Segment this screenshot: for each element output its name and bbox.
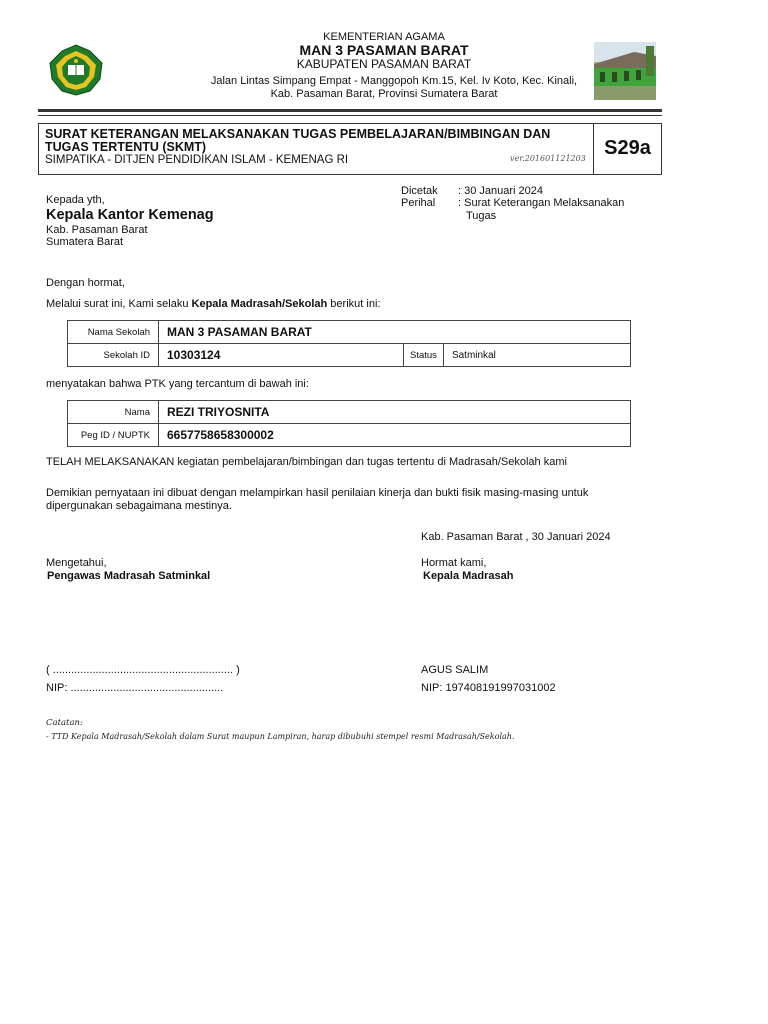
table-row <box>68 401 631 424</box>
document-title-line-1: SURAT KETERANGAN MELAKSANAKAN TUGAS PEMBELAJARAN/BIMBINGAN DAN <box>45 127 551 141</box>
intro-pre: Melalui surat ini, Kami selaku <box>46 298 192 310</box>
intro-text <box>46 298 380 310</box>
place-date: Kab. Pasaman Barat , 30 Januari 2024 <box>421 531 611 543</box>
telah-melaksanakan-text: TELAH MELAKSANAKAN kegiatan pembelajaran/bimbingan dan tugas tertentu di Madrasah/Sekolah kami <box>46 456 567 468</box>
ministry-name: KEMENTERIAN AGAMA <box>323 31 445 43</box>
left-signature-heading: Mengetahui, <box>46 557 107 569</box>
school-name-header: MAN 3 PASAMAN BARAT <box>299 42 469 58</box>
notes-label: Catatan: <box>46 718 83 728</box>
document-title <box>45 128 585 154</box>
statement-text: menyatakan bahwa PTK yang tercantum di bawah ini: <box>46 378 309 390</box>
ptk-name-label: Nama <box>68 401 159 424</box>
perihal-value-line-2: Tugas <box>466 210 497 222</box>
status-label: Status <box>404 344 444 367</box>
notes-text: - TTD Kepala Madrasah/Sekolah dalam Surat maupun Lampiran, harap dibubuhi stempel resmi Madrasah/Sekolah. <box>46 732 515 741</box>
status-value: Satminkal <box>443 344 630 367</box>
left-signature-nip: NIP: .................................................. <box>46 682 224 694</box>
table-row <box>68 321 631 344</box>
left-signature-role: Pengawas Madrasah Satminkal <box>47 570 211 582</box>
school-name-value: MAN 3 PASAMAN BARAT <box>159 321 631 344</box>
school-name-label: Nama Sekolah <box>68 321 159 344</box>
recipient-line-2: Sumatera Barat <box>46 236 124 248</box>
right-signature-role: Kepala Madrasah <box>423 570 514 582</box>
salutation: Dengan hormat, <box>46 277 125 289</box>
school-id-value: 10303124 <box>159 344 404 367</box>
table-row <box>68 344 631 367</box>
perihal-label: Perihal <box>401 197 436 209</box>
district-name: KABUPATEN PASAMAN BARAT <box>296 57 472 71</box>
intro-bold: Kepala Madrasah/Sekolah <box>191 298 328 310</box>
intro-post: berikut ini: <box>327 298 381 310</box>
version-label: ver.201601121203 <box>510 154 586 163</box>
table-row <box>68 424 631 447</box>
form-code: S29a <box>604 137 651 159</box>
peg-id-value: 6657758658300002 <box>159 424 631 447</box>
address-line-2: Kab. Pasaman Barat, Provinsi Sumatera Barat <box>270 88 498 100</box>
address-line-1: Jalan Lintas Simpang Empat - Manggopoh Km.15, Kel. Iv Koto, Kec. Kinali, <box>210 75 578 87</box>
document-title-line-2: TUGAS TERTENTU (SKMT) <box>45 140 207 154</box>
right-signature-nip: NIP: 197408191997031002 <box>421 682 556 694</box>
school-id-label: Sekolah ID <box>68 344 159 367</box>
ptk-table <box>67 400 631 447</box>
header-rule-thin <box>38 115 662 116</box>
demikian-line-1: Demikian pernyataan ini dibuat dengan melampirkan hasil penilaian kinerja dan bukti fisik masing-masing untuk <box>46 487 589 499</box>
recipient-name: Kepala Kantor Kemenag <box>46 207 214 223</box>
school-table <box>67 320 631 367</box>
left-signature-name: ( ........................................................... ) <box>46 664 240 676</box>
dicetak-label: Dicetak <box>401 185 438 197</box>
dicetak-value: : 30 Januari 2024 <box>458 185 544 197</box>
perihal-value-line-1: : Surat Keterangan Melaksanakan <box>458 197 625 209</box>
right-signature-name: AGUS SALIM <box>421 664 489 676</box>
recipient-line-1: Kab. Pasaman Barat <box>46 224 148 236</box>
document-subtitle: SIMPATIKA - DITJEN PENDIDIKAN ISLAM - KEMENAG RI <box>45 154 349 166</box>
recipient-greeting: Kepada yth, <box>46 194 105 206</box>
school-photo <box>594 42 656 100</box>
peg-id-label: Peg ID / NUPTK <box>68 424 159 447</box>
demikian-line-2: dipergunakan sebagaimana mestinya. <box>46 500 232 512</box>
right-signature-heading: Hormat kami, <box>421 557 487 569</box>
ptk-name-value: REZI TRIYOSNITA <box>159 401 631 424</box>
header-rule-thick <box>38 109 662 112</box>
